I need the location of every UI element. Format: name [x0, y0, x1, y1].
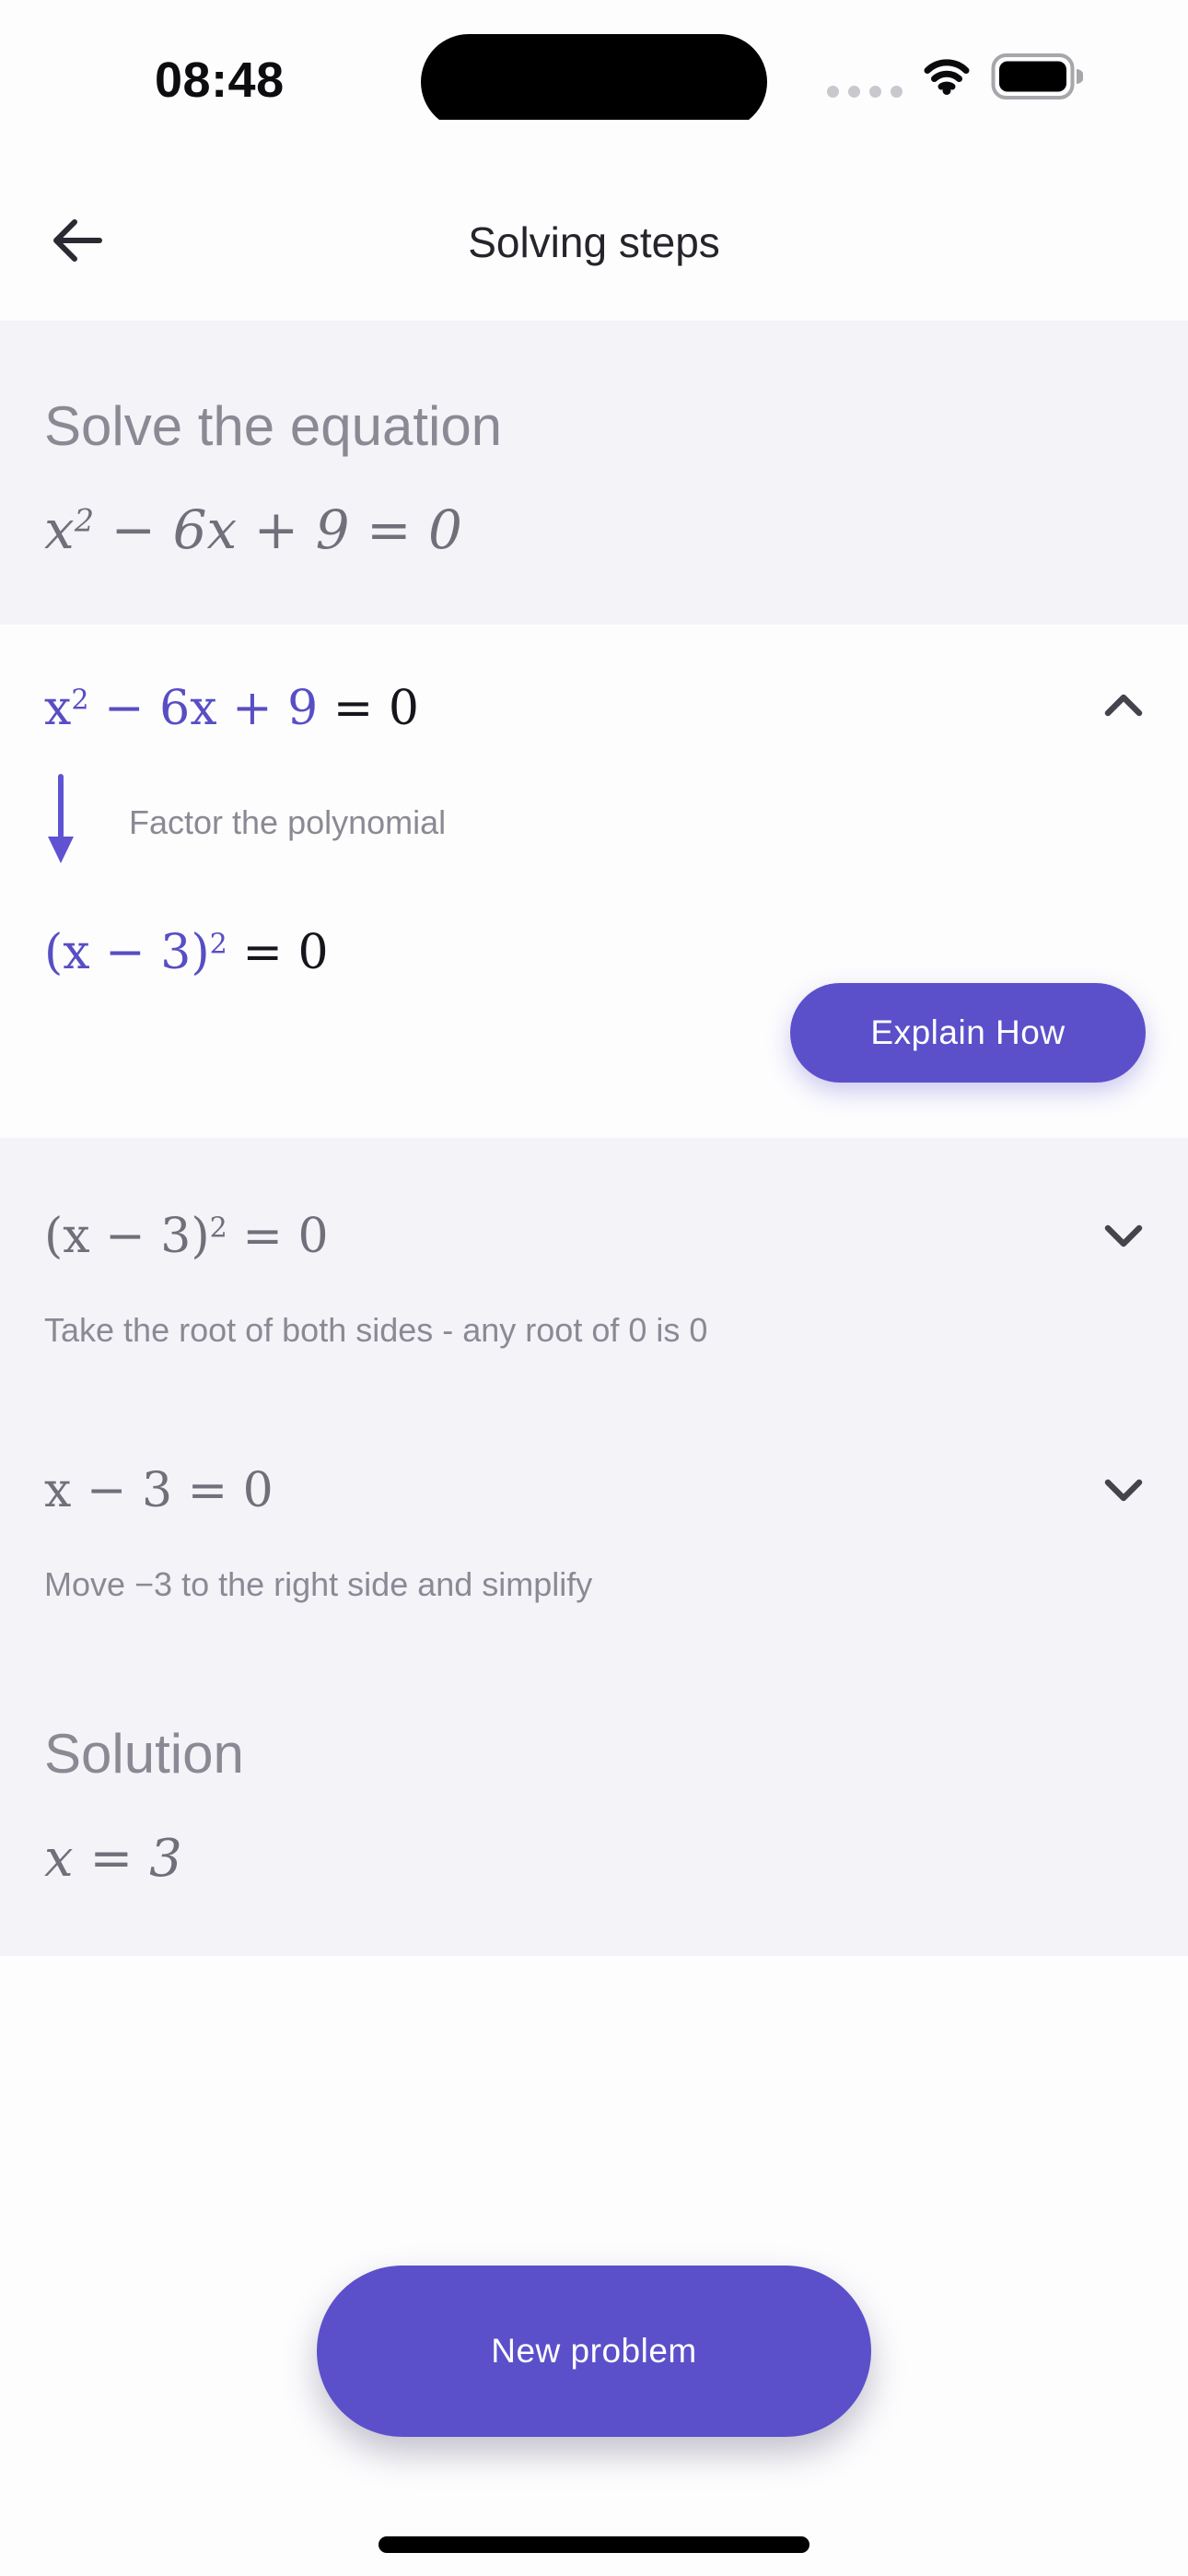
step3-equation-row[interactable] [44, 1460, 1144, 1521]
step1-equation-row[interactable] [44, 625, 1144, 739]
clock: 08:48 [155, 53, 285, 108]
task-equation: $x^2 - 6x + 9 = 0$ [44, 498, 462, 561]
step3-description: Move −3 to the right side and simplify [44, 1565, 593, 1603]
solution-equation: x = 3 [44, 1829, 182, 1889]
status-bar [0, 0, 1188, 120]
battery-icon [991, 53, 1083, 105]
collapsed-steps-section [0, 1138, 1188, 1956]
home-indicator[interactable] [379, 2536, 809, 2553]
step2-description: Take the root of both sides - any root of 0 is 0 [44, 1311, 708, 1349]
step1-hint-label: Factor the polynomial [129, 802, 447, 841]
cellular-signal-icon [827, 86, 903, 98]
down-arrow-icon [44, 772, 77, 872]
step3-equation: x − 3 = 0 [44, 1463, 274, 1518]
wifi-icon [923, 58, 971, 100]
new-problem-button[interactable]: New problem [317, 2266, 871, 2437]
chevron-down-icon[interactable] [1103, 1223, 1144, 1253]
task-section [0, 321, 1188, 625]
step2-equation: $(x - 3)^2 = 0$ [44, 1209, 329, 1264]
footer [0, 1956, 1188, 2576]
step1-hint-row [44, 772, 1144, 872]
status-icons [827, 53, 1083, 105]
step2-equation-row[interactable] [44, 1206, 1144, 1267]
explain-how-button[interactable]: Explain How [790, 983, 1146, 1083]
step1-equation: $x^2 - 6x + 9 = 0$ [44, 681, 419, 736]
step1-result-equation: $(x - 3)^2 = 0$ [44, 925, 329, 980]
step-card-expanded [0, 625, 1188, 1138]
solution-heading: Solution [44, 1723, 244, 1785]
nav-header [0, 120, 1188, 321]
chevron-up-icon[interactable] [1103, 691, 1144, 721]
dynamic-island [421, 34, 767, 130]
task-heading: Solve the equation [44, 395, 503, 457]
page-title: Solving steps [468, 218, 720, 266]
chevron-down-icon[interactable] [1103, 1477, 1144, 1507]
